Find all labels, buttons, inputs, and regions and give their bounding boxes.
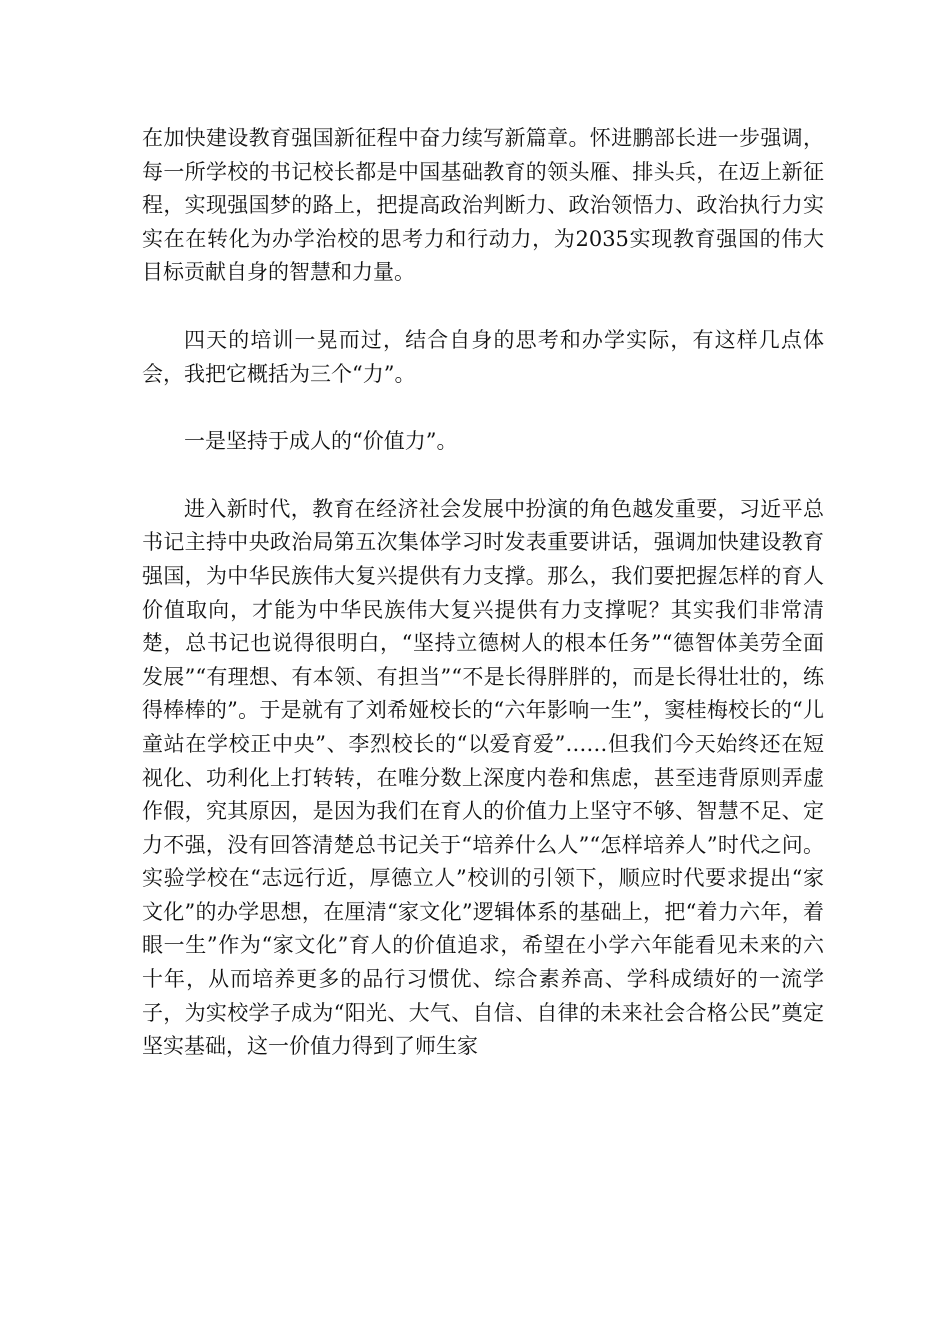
section-heading-value-power: 一是坚持于成人的“价值力”。 <box>184 429 458 454</box>
paragraph-value-power-body: 进入新时代，教育在经济社会发展中扮演的角色越发重要，习近平总书记主持中央政治局第五次集体学习时发表重要讲话，强调加快建设教育强国，为中华民族伟大复兴提供有力支撑。那么，我们要把握怎样的育人价值取向，才能为中华民族伟大复兴提供有力支撑呢？其实我们非常清楚，总书记也说得很明白，“坚持立德树人的根本任务”“德智体美劳全面发展”“有理想、有本领、有担当”“不是长得胖胖的，而是长得壮壮的，练得棒棒的”。于是就有了刘希娅校长的“六年影响一生”，窦桂梅校长的“儿童站在学校正中央”、李烈校长的“以爱育爱”……但我们今天始终还在短视化、功利化上打转转，在唯分数上深度内卷和焦虑，甚至违背原则弄虚作假，究其原因，是因为我们在育人的价值力上坚守不够、智慧不足、定力不强，没有回答清楚总书记关于“培养什么人”“怎样培养人”时代之问。实验学校在“志远行近，厚德立人”校训的引领下，顺应时代要求提出“家文化”的办学思想，在厘清“家文化”逻辑体系的基础上，把“着力六年，着眼一生”作为“家文化”育人的价值追求，希望在小学六年能看见未来的六十年，从而培养更多的品行习惯优、综合素养高、学科成绩好的一流学子，为实校学子成为“阳光、大气、自信、自律的未来社会合格公民”奠定坚实基础，这一价值力得到了师生家 <box>142 496 824 1059</box>
paragraph-training-reflection: 四天的培训一晃而过，结合自身的思考和办学实际，有这样几点体会，我把它概括为三个“力”。 <box>142 327 824 386</box>
paragraph-intro-continuation: 在加快建设教育强国新征程中奋力续写新篇章。怀进鹏部长进一步强调，每一所学校的书记校长都是中国基础教育的领头雁、排头兵，在迈上新征程，实现强国梦的路上，把提高政治判断力、政治领悟力、政治执行力实实在在转化为办学治校的思考力和行动力，为2035实现教育强国的伟大目标贡献自身的智慧和力量。 <box>142 126 824 285</box>
document-page <box>142 122 824 1064</box>
